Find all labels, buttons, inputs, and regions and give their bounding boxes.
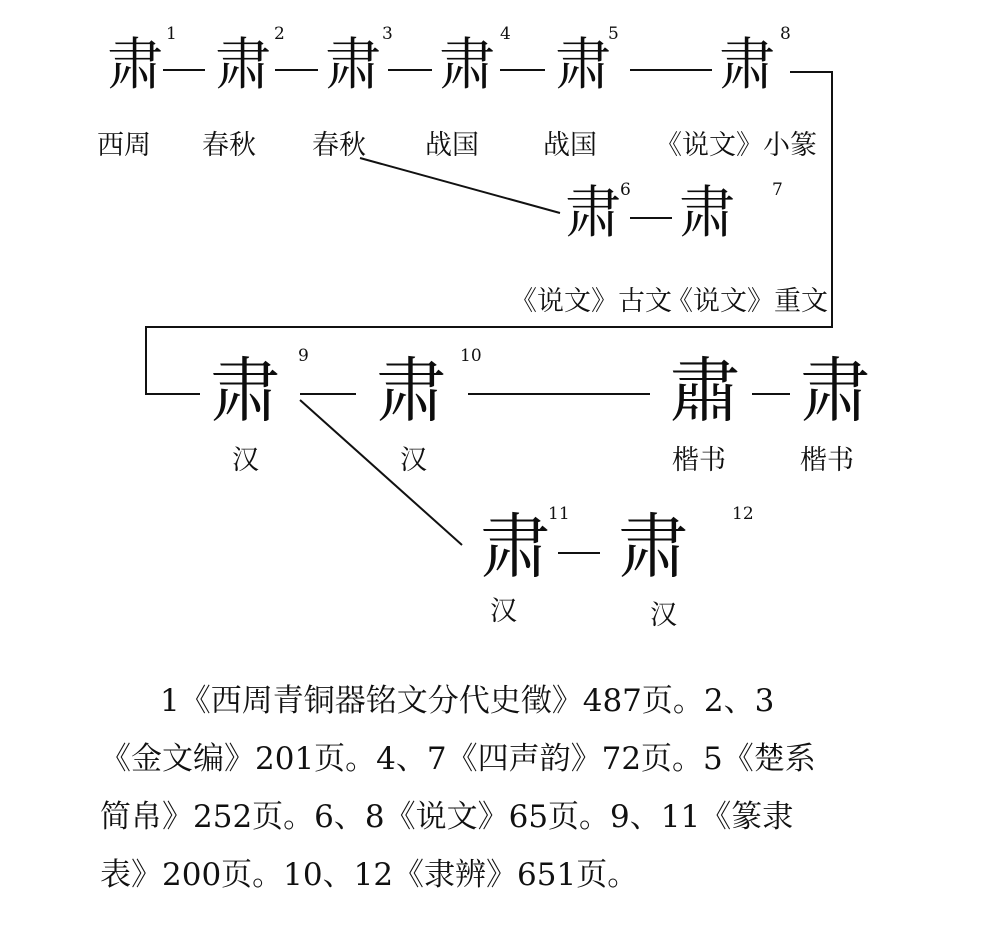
- stage-number: 6: [620, 180, 631, 200]
- glyph-1: 肃: [107, 33, 163, 98]
- source-notes: [100, 672, 920, 904]
- stage-label: 战国: [543, 130, 597, 161]
- glyph-10: 肃: [376, 350, 446, 432]
- stage-label: 汉: [490, 596, 517, 627]
- glyph-3: 肃: [325, 33, 381, 98]
- glyph-5: 肃: [555, 33, 611, 98]
- stage-number: 12: [732, 504, 754, 524]
- stage-label: 战国: [425, 130, 479, 161]
- glyph-12: 肃: [618, 506, 688, 588]
- stage-number: 9: [298, 346, 309, 366]
- glyph-4: 肃: [439, 33, 495, 98]
- stage-label: 《说文》古文: [510, 286, 672, 317]
- stage-label: 楷书: [800, 445, 854, 476]
- stage-number: 5: [608, 24, 619, 44]
- stage-number: 8: [780, 24, 791, 44]
- glyph-7: 肃: [679, 181, 735, 246]
- stage-number: 7: [772, 180, 783, 200]
- glyph-2: 肃: [215, 33, 271, 98]
- stage-label: 楷书: [672, 445, 726, 476]
- glyph-kaishu-simplified: 肃: [800, 350, 870, 432]
- stage-number: 1: [166, 24, 177, 44]
- stage-label: 春秋: [202, 130, 256, 161]
- note-line: 1《西周青铜器铭文分代史徵》487页。2、3: [160, 683, 775, 719]
- note-line: 表》200页。10、12《隶辨》651页。: [100, 857, 639, 893]
- glyph-6: 肃: [565, 181, 621, 246]
- stage-label: 《说文》重文: [666, 286, 828, 317]
- stage-label: 西周: [97, 130, 151, 161]
- stage-label: 汉: [400, 445, 427, 476]
- stage-number: 11: [548, 504, 570, 524]
- glyph-8: 肃: [719, 33, 775, 98]
- glyph-kaishu-traditional: 肅: [670, 350, 740, 432]
- glyph-11: 肃: [480, 506, 550, 588]
- note-line: 《金文编》201页。4、7《四声韵》72页。5《楚系: [100, 741, 816, 777]
- stage-number: 3: [382, 24, 393, 44]
- stage-label: 汉: [232, 445, 259, 476]
- note-line: 简帛》252页。6、8《说文》65页。9、11《篆隶: [100, 799, 794, 835]
- stage-number: 2: [274, 24, 285, 44]
- stage-label: 春秋: [312, 130, 366, 161]
- stage-number: 10: [460, 346, 482, 366]
- stage-label: 汉: [650, 600, 677, 631]
- stage-label: 《说文》小篆: [655, 130, 817, 161]
- stage-number: 4: [500, 24, 511, 44]
- glyph-9: 肃: [210, 350, 280, 432]
